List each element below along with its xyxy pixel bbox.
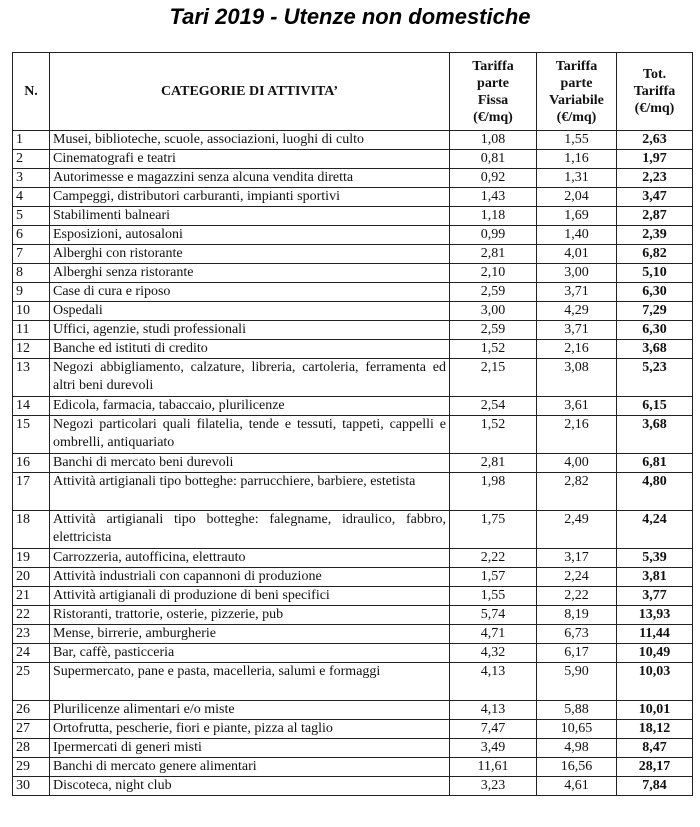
row-fissa: 2,81 — [450, 245, 537, 264]
row-totale: 3,47 — [617, 188, 693, 207]
header-variabile — [537, 53, 617, 131]
row-variabile: 1,31 — [537, 169, 617, 188]
table-row — [13, 245, 693, 264]
row-variabile: 3,00 — [537, 264, 617, 283]
row-totale: 2,39 — [617, 226, 693, 245]
table-row — [13, 207, 693, 226]
table-row — [13, 511, 693, 549]
row-variabile: 3,08 — [537, 359, 617, 397]
header-totale — [617, 53, 693, 131]
row-totale: 6,30 — [617, 321, 693, 340]
row-number: 19 — [13, 549, 50, 568]
row-category: Negozi particolari quali filatelia, tende e tessuti, tappeti, cappelli e ombrelli, antiquariato — [50, 416, 450, 454]
row-totale: 8,47 — [617, 739, 693, 758]
table-row — [13, 150, 693, 169]
table-row — [13, 606, 693, 625]
row-fissa: 2,59 — [450, 283, 537, 302]
row-variabile: 2,22 — [537, 587, 617, 606]
table-row — [13, 739, 693, 758]
row-variabile: 2,24 — [537, 568, 617, 587]
row-fissa: 4,71 — [450, 625, 537, 644]
row-variabile: 4,01 — [537, 245, 617, 264]
row-totale: 13,93 — [617, 606, 693, 625]
header-variabile-line: Variabile — [549, 92, 604, 108]
table-row — [13, 359, 693, 397]
row-number: 24 — [13, 644, 50, 663]
row-totale: 6,81 — [617, 454, 693, 473]
table-row — [13, 454, 693, 473]
row-category: Supermercato, pane e pasta, macelleria, salumi e formaggi — [50, 663, 450, 701]
row-category: Bar, caffè, pasticceria — [50, 644, 450, 663]
row-number: 1 — [13, 131, 50, 150]
row-fissa: 2,81 — [450, 454, 537, 473]
row-fissa: 3,49 — [450, 739, 537, 758]
table-row — [13, 264, 693, 283]
header-variabile-line: parte — [560, 75, 593, 91]
row-number: 12 — [13, 340, 50, 359]
row-category: Alberghi senza ristorante — [50, 264, 450, 283]
row-category: Esposizioni, autosaloni — [50, 226, 450, 245]
row-fissa: 0,99 — [450, 226, 537, 245]
row-number: 16 — [13, 454, 50, 473]
row-totale: 3,77 — [617, 587, 693, 606]
row-variabile: 3,61 — [537, 397, 617, 416]
row-category: Discoteca, night club — [50, 777, 450, 796]
row-variabile: 5,90 — [537, 663, 617, 701]
table-row — [13, 283, 693, 302]
table-row — [13, 587, 693, 606]
row-number: 29 — [13, 758, 50, 777]
row-number: 30 — [13, 777, 50, 796]
row-totale: 1,97 — [617, 150, 693, 169]
row-totale: 10,03 — [617, 663, 693, 701]
row-totale: 28,17 — [617, 758, 693, 777]
row-fissa: 4,13 — [450, 701, 537, 720]
row-category: Mense, birrerie, amburgherie — [50, 625, 450, 644]
row-number: 17 — [13, 473, 50, 511]
table-row — [13, 644, 693, 663]
table-row — [13, 549, 693, 568]
header-totale-line: (€/mq) — [634, 101, 675, 116]
row-number: 15 — [13, 416, 50, 454]
row-number: 14 — [13, 397, 50, 416]
row-fissa: 2,59 — [450, 321, 537, 340]
row-totale: 10,01 — [617, 701, 693, 720]
row-number: 3 — [13, 169, 50, 188]
header-fissa-line: Fissa — [477, 92, 509, 108]
row-category: Musei, biblioteche, scuole, associazioni, luoghi di culto — [50, 131, 450, 150]
table-row — [13, 131, 693, 150]
row-number: 23 — [13, 625, 50, 644]
table-row — [13, 473, 693, 511]
row-category: Autorimesse e magazzini senza alcuna vendita diretta — [50, 169, 450, 188]
row-category: Stabilimenti balneari — [50, 207, 450, 226]
row-totale: 10,49 — [617, 644, 693, 663]
row-category: Banchi di mercato genere alimentari — [50, 758, 450, 777]
row-number: 6 — [13, 226, 50, 245]
row-totale: 18,12 — [617, 720, 693, 739]
table-row — [13, 226, 693, 245]
row-variabile: 2,04 — [537, 188, 617, 207]
row-category: Ospedali — [50, 302, 450, 321]
row-category: Banchi di mercato beni durevoli — [50, 454, 450, 473]
row-totale: 5,39 — [617, 549, 693, 568]
row-category: Attività artigianali di produzione di beni specifici — [50, 587, 450, 606]
row-number: 10 — [13, 302, 50, 321]
table-row — [13, 188, 693, 207]
page-title: Tari 2019 - Utenze non domestiche — [169, 4, 531, 29]
row-fissa: 11,61 — [450, 758, 537, 777]
row-variabile: 4,98 — [537, 739, 617, 758]
table-row — [13, 568, 693, 587]
row-fissa: 1,18 — [450, 207, 537, 226]
row-fissa: 1,52 — [450, 340, 537, 359]
row-category: Attività artigianali tipo botteghe: falegname, idraulico, fabbro, elettricista — [50, 511, 450, 549]
row-number: 28 — [13, 739, 50, 758]
row-category: Plurilicenze alimentari e/o miste — [50, 701, 450, 720]
row-totale: 7,29 — [617, 302, 693, 321]
header-totale-line: Tot. — [642, 67, 667, 82]
row-variabile: 3,17 — [537, 549, 617, 568]
header-fissa-line: Tariffa — [472, 58, 514, 74]
table-row — [13, 720, 693, 739]
table-row — [13, 758, 693, 777]
row-number: 13 — [13, 359, 50, 397]
row-category: Banche ed istituti di credito — [50, 340, 450, 359]
table-row — [13, 397, 693, 416]
row-category: Campeggi, distributori carburanti, impianti sportivi — [50, 188, 450, 207]
row-totale: 2,63 — [617, 131, 693, 150]
row-variabile: 4,00 — [537, 454, 617, 473]
table-row — [13, 701, 693, 720]
row-number: 20 — [13, 568, 50, 587]
row-fissa: 1,75 — [450, 511, 537, 549]
row-category: Case di cura e riposo — [50, 283, 450, 302]
table-row — [13, 321, 693, 340]
header-row — [13, 53, 693, 131]
row-category: Edicola, farmacia, tabaccaio, plurilicenze — [50, 397, 450, 416]
row-fissa: 2,15 — [450, 359, 537, 397]
table-row — [13, 416, 693, 454]
row-fissa: 2,22 — [450, 549, 537, 568]
tariff-table — [12, 52, 693, 796]
row-variabile: 6,73 — [537, 625, 617, 644]
row-variabile: 1,55 — [537, 131, 617, 150]
row-totale: 4,24 — [617, 511, 693, 549]
row-category: Alberghi con ristorante — [50, 245, 450, 264]
row-number: 21 — [13, 587, 50, 606]
row-number: 25 — [13, 663, 50, 701]
row-number: 11 — [13, 321, 50, 340]
row-fissa: 1,43 — [450, 188, 537, 207]
row-variabile: 3,71 — [537, 283, 617, 302]
header-categoria: CATEGORIE DI ATTIVITA’ — [50, 53, 450, 131]
row-category: Uffici, agenzie, studi professionali — [50, 321, 450, 340]
row-variabile: 3,71 — [537, 321, 617, 340]
row-category: Ortofrutta, pescherie, fiori e piante, pizza al taglio — [50, 720, 450, 739]
header-variabile-line: (€/mq) — [556, 109, 597, 125]
row-fissa: 2,10 — [450, 264, 537, 283]
table-row — [13, 777, 693, 796]
header-fissa-line: parte — [477, 75, 509, 91]
row-fissa: 1,08 — [450, 131, 537, 150]
row-category: Cinematografi e teatri — [50, 150, 450, 169]
row-variabile: 16,56 — [537, 758, 617, 777]
row-totale: 11,44 — [617, 625, 693, 644]
row-totale: 2,23 — [617, 169, 693, 188]
row-totale: 7,84 — [617, 777, 693, 796]
row-fissa: 4,32 — [450, 644, 537, 663]
row-category: Carrozzeria, autofficina, elettrauto — [50, 549, 450, 568]
table-row — [13, 302, 693, 321]
row-totale: 5,23 — [617, 359, 693, 397]
row-variabile: 2,16 — [537, 416, 617, 454]
row-number: 4 — [13, 188, 50, 207]
header-totale-line: Tariffa — [633, 84, 676, 99]
row-category: Negozi abbigliamento, calzature, libreria, cartoleria, ferramenta ed altri beni durevoli — [50, 359, 450, 397]
table-row — [13, 625, 693, 644]
row-category: Ristoranti, trattorie, osterie, pizzerie, pub — [50, 606, 450, 625]
row-fissa: 5,74 — [450, 606, 537, 625]
row-category: Attività artigianali tipo botteghe: parrucchiere, barbiere, estetista — [50, 473, 450, 511]
row-variabile: 2,49 — [537, 511, 617, 549]
row-totale: 3,81 — [617, 568, 693, 587]
row-number: 27 — [13, 720, 50, 739]
row-number: 18 — [13, 511, 50, 549]
row-fissa: 7,47 — [450, 720, 537, 739]
row-fissa: 0,81 — [450, 150, 537, 169]
row-number: 26 — [13, 701, 50, 720]
row-variabile: 4,29 — [537, 302, 617, 321]
row-totale: 6,82 — [617, 245, 693, 264]
row-fissa: 1,57 — [450, 568, 537, 587]
row-fissa: 0,92 — [450, 169, 537, 188]
row-fissa: 1,98 — [450, 473, 537, 511]
row-variabile: 1,69 — [537, 207, 617, 226]
row-number: 8 — [13, 264, 50, 283]
row-variabile: 8,19 — [537, 606, 617, 625]
row-variabile: 1,16 — [537, 150, 617, 169]
row-totale: 6,30 — [617, 283, 693, 302]
row-fissa: 4,13 — [450, 663, 537, 701]
row-number: 7 — [13, 245, 50, 264]
row-variabile: 6,17 — [537, 644, 617, 663]
row-totale: 3,68 — [617, 416, 693, 454]
row-number: 9 — [13, 283, 50, 302]
row-variabile: 2,16 — [537, 340, 617, 359]
row-variabile: 5,88 — [537, 701, 617, 720]
table-row — [13, 663, 693, 701]
row-fissa: 2,54 — [450, 397, 537, 416]
table-row — [13, 340, 693, 359]
row-category: Ipermercati di generi misti — [50, 739, 450, 758]
row-number: 22 — [13, 606, 50, 625]
row-category: Attività industriali con capannoni di produzione — [50, 568, 450, 587]
row-variabile: 2,82 — [537, 473, 617, 511]
row-totale: 3,68 — [617, 340, 693, 359]
row-variabile: 1,40 — [537, 226, 617, 245]
row-fissa: 3,23 — [450, 777, 537, 796]
header-fissa-line: (€/mq) — [473, 109, 513, 125]
header-n: N. — [13, 53, 50, 131]
header-fissa — [450, 53, 537, 131]
header-variabile-line: Tariffa — [555, 58, 598, 74]
row-totale: 2,87 — [617, 207, 693, 226]
row-totale: 6,15 — [617, 397, 693, 416]
table-row — [13, 169, 693, 188]
row-variabile: 10,65 — [537, 720, 617, 739]
row-fissa: 1,52 — [450, 416, 537, 454]
row-totale: 5,10 — [617, 264, 693, 283]
table-body — [13, 131, 693, 796]
row-fissa: 1,55 — [450, 587, 537, 606]
row-totale: 4,80 — [617, 473, 693, 511]
row-variabile: 4,61 — [537, 777, 617, 796]
row-fissa: 3,00 — [450, 302, 537, 321]
row-number: 2 — [13, 150, 50, 169]
row-number: 5 — [13, 207, 50, 226]
